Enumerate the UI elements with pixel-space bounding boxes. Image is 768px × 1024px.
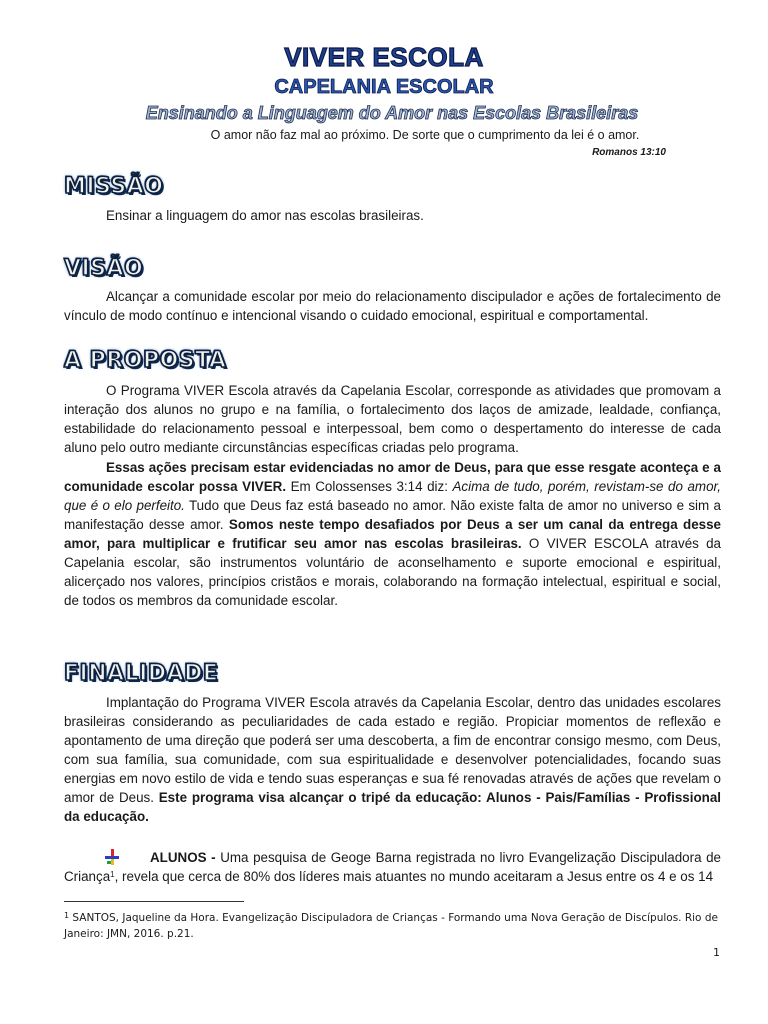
missao-heading: MISSÃO [64,174,164,199]
proposta-bold-1: Essas ações precisam estar evidenciadas no amor de Deus, para que esse resgate aconteça e a comunidade escolar possa VIVER. [64,460,721,494]
missao-paragraph [64,206,721,225]
alunos-text-2: , revela que cerca de 80% dos líderes mais atuantes no mundo aceitaram a Jesus entre os 4 e os 14 [114,869,714,884]
document-title: VIVER ESCOLA [284,42,484,72]
proposta-paragraph-1 [64,381,721,457]
alunos-text-1: Uma pesquisa de Geoge Barna registrada no livro Evangelização Discipuladora de Criança [64,850,722,884]
document-tagline: Ensinando a Linguagem do Amor nas Escolas Brasileiras [145,103,639,123]
epigraph-reference: Romanos 13:10 [592,147,666,158]
epigraph: O amor não faz mal ao próximo. De sorte que o cumprimento da lei é o amor. [210,128,640,142]
proposta-text-1: O Programa VIVER Escola através da Capelania Escolar, corresponde as atividades que promovam a interação dos alunos no grupo e na família, o fortalecimento dos laços de amizade, lealdade, confiança, estabilidade do relacionamento pessoal e interpessoal, bem como o despertamento do interesse de cada aluno pelo outro mediante circunstâncias específicas criadas pelo programa. [64,383,721,455]
footnote-number: 1 [64,911,70,920]
page-number: 1 [713,946,720,959]
finalidade-bold: Este programa visa alcançar o tripé da educação: Alunos - Pais/Famílias - Profissional da educação. [64,790,721,824]
proposta-quote: Acima de tudo, porém, revistam-se do amor, que é o elo perfeito. [64,479,721,513]
finalidade-text: Implantação do Programa VIVER Escola através da Capelania Escolar, dentro das unidades escolares brasileiras considerando as peculiaridades de cada estado e região. Propiciar momentos de reflexão e apontamento de uma direção que poderá ser uma descoberta, a fim de encontrar consigo mesmo, com Deus, com sua família, sua comunidade, com sua espiritualidade e desenvolver potencialidades, focando suas energias em novo estilo de vida e tendo suas esperanças e sua fé renovadas através de ações que revelam o amor de Deus. [64,695,721,805]
finalidade-heading: FINALIDADE [64,661,219,686]
proposta-bold-2: Somos neste tempo desafiados por Deus a ser um canal da entrega desse amor, para multiplicar e frutificar seu amor nas escolas brasileiras. [64,517,722,551]
footnote [64,910,724,942]
finalidade-paragraph [64,693,721,826]
proposta-paragraph-2 [64,458,721,610]
alunos-label: ALUNOS - [150,850,216,865]
visao-heading: VISÃO [64,256,144,281]
visao-text: Alcançar a comunidade escolar por meio do relacionamento discipulador e ações de fortalecimento de vínculo de modo contínuo e intencional visando o cuidado emocional, espiritual e comportamental. [64,289,721,323]
proposta-heading: A PROPOSTA [64,348,227,373]
proposta-text-2b: Tudo que Deus faz está baseado no amor. Não existe falta de amor no universo e sim a manifestação desse amor. [64,498,721,532]
document-subtitle: CAPELANIA ESCOLAR [274,76,494,98]
missao-text: Ensinar a linguagem do amor nas escolas brasileiras. [106,208,424,223]
alunos-paragraph [64,848,721,886]
footnote-ref: 1 [110,870,115,879]
visao-paragraph [64,287,721,325]
proposta-text-2c: O VIVER ESCOLA através da Capelania escolar, são instrumentos voluntário de aconselhamento e suporte emocional e espiritual, alicerçado nos valores, princípios cristãos e morais, colaborando na formação intelectual, espiritual e social, de todos os membros da comunidade escolar. [64,536,721,608]
footnote-separator [64,901,244,902]
proposta-text-2a: Em Colossenses 3:14 diz: [286,479,453,494]
footnote-text: SANTOS, Jaqueline da Hora. Evangelização Discipuladora de Crianças - Formando uma Nova Geração de Discípulos. Rio de Janeiro: JMN, 2016. p.21. [64,912,718,940]
